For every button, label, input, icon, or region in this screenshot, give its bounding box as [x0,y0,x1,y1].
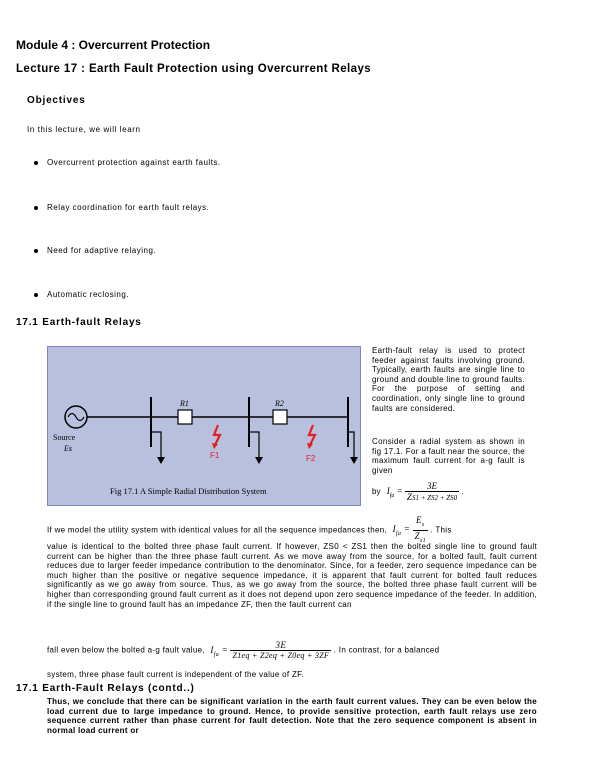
objectives-heading: Objectives [27,95,86,106]
bullet-icon [34,206,38,210]
relay-r1-icon [178,410,192,424]
radial-system-diagram [47,346,361,506]
main-paragraph: value is identical to the bolted three phase fault current. If however, ZS0 < ZS1 then the bolted single line to ground fault current can be higher than the three phase fault current. As we move away from the source, for a bolted fault, fault current reduces due to larger feeder impedance contribution to the denominator. Since, for a feeder, zero sequence impedance can be much higher than the positive or negative sequence impedance, it is apparent that fault current for bolted fault reduces significantly as we go away from source. Thus, as we go away from the source, the bolted three phase fault current will be higher than corresponding ground fault current as it does not depend upon zero sequence impedance of the feeder. In addition, if the single line to ground fault has an impedance ZF, then the fault current can [47,542,537,609]
side-paragraph-1: Earth-fault relay is used to protect feeder against faults involving ground. Typically, earth faults are single line to ground and double line to ground faults. For the purpose of setting and coordination, only single line to ground faults are considered. [372,346,525,413]
equation-1: by $I_{fa}$ = $\frac{3E}{ZS1 + ZS2 + ZS0}$ . [372,481,464,502]
relay-r2-icon [273,410,287,424]
section-heading: 17.1 Earth-fault Relays [16,317,142,328]
side-paragraph-2: Consider a radial system as shown in fig 17.1. For a fault near the source, the maximum fault current for a-g fault is given [372,437,525,475]
bullet-icon [34,293,38,297]
bullet-icon [34,249,38,253]
system-paragraph: system, three phase fault current is independent of the value of ZF. [47,670,304,679]
load-arrow-icon [255,457,263,464]
module-title: Module 4 : Overcurrent Protection [16,38,211,52]
figure-caption: Fig 17.1 A Simple Radial Distribution System [110,486,267,496]
source-label: Source [53,433,76,442]
relay-r2-label: R2 [275,399,284,408]
diagram-svg [48,347,362,507]
section-heading-2: 17.1 Earth-Fault Relays (contd..) [16,683,195,694]
model-paragraph: If we model the utility system with identical values for all the sequence impedances then, $I_{fa}$ = $\frac{E_s}{Z_{s1}}$ . This [47,515,452,544]
lecture-title: Lecture 17 : Earth Fault Protection using Overcurrent Relays [16,63,372,75]
fault-f2-label: F2 [306,454,316,463]
fall-paragraph: fall even below the bolted a-g fault value, $I_{fa}$ = $\frac{3E}{Z1eq + Z2eq + Z0eq + 3ZF}$ . In contrast, for a balanced [47,640,440,660]
bullet-icon [34,161,38,165]
fault-f1-icon [214,425,220,445]
intro-text: In this lecture, we will learn [27,125,141,134]
fault-f1-label: F1 [210,451,220,460]
load-arrow-icon [157,457,165,464]
es-label: Es [64,444,72,453]
relay-r1-label: R1 [180,399,189,408]
bold-paragraph: Thus, we conclude that there can be significant variation in the earth fault current values. They can be even below the load current due to large impedance to ground. Hence, to provide sensitive protection, earth fault relays use zero sequence current rather than phase current for fault detection. Note that the zero sequence component is absent in normal load current or [47,697,537,735]
fault-f2-icon [309,425,315,445]
load-arrow-icon [350,457,358,464]
